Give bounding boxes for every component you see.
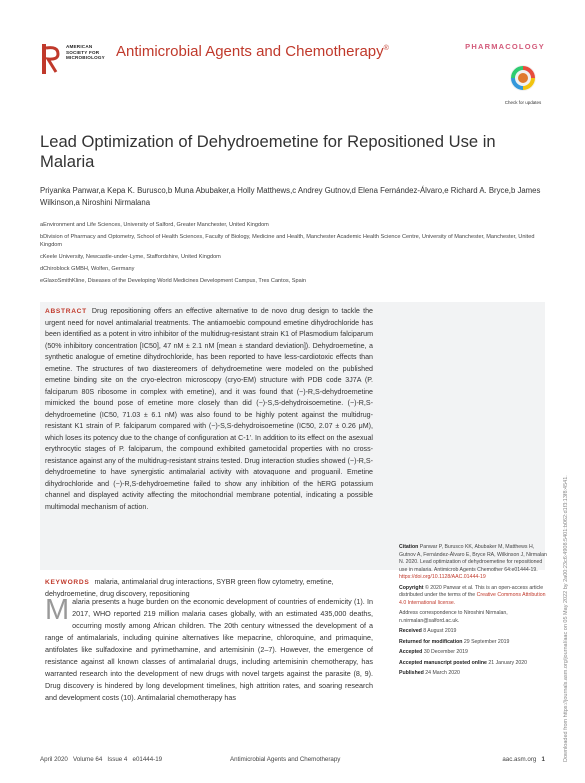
- download-note: [555, 392, 567, 762]
- accepted-value: 30 December 2019: [423, 649, 468, 655]
- article-info-sidebar: [399, 544, 547, 681]
- abstract-label: ABSTRACT: [45, 308, 87, 315]
- affiliation-c: cKeele University, Newcastle-under-Lyme, Staffordshire, United Kingdom: [40, 253, 221, 260]
- affiliation-e: eGlaxoSmithKline, Diseases of the Developing World Medicines Development Campus, Tres Cantos, Spain: [40, 277, 307, 284]
- copyright-text: © 2020 Panwar et al. This is an open-access article distributed under the terms of the: [399, 584, 544, 598]
- copyright-label: Copyright: [399, 584, 424, 591]
- affiliation-b: bDivision of Pharmacy and Optometry, School of Health Sciences, Faculty of Biology, Medicine and Health, Manchester Academic Health Science Centre, University of Manchester, Manchester, United Kingdom: [40, 234, 535, 248]
- received-value: 8 August 2019: [423, 628, 457, 634]
- copyright-block: [399, 585, 547, 608]
- affiliation-d: dChiroblock GMBH, Wolfen, Germany: [40, 265, 135, 272]
- journal-name: [116, 40, 389, 60]
- received-label: Received: [399, 628, 422, 634]
- intro-paragraph: alaria presents a huge burden on the economic development of countries of endemicity (1). In 2017, WHO reported 219 million malaria cases globally, with an estimated 435,000 deaths, occurring mostly among African children. The 20th century witnessed the development of a range of antimalarials, including quinine alternatives like mepacrine, chloroquine, and primaquine, antifolates like sulfadoxine and pyrimethamine, and artemisinin (2–7). However, the emergence of resistance against all known classes of antimalarial drugs, including artemisinin chemotherapy, has warranted research into the development of new drugs with novel targets against the parasite (8, 9). Drug discovery is hindered by long development timelines, high attrition rates, and soaring research and development costs (10). Antimalarial chemotherapy has: [45, 597, 373, 702]
- license-link[interactable]: Creative Commons Attribution 4.0 International license.: [399, 592, 546, 606]
- society-name: AMERICAN SOCIETY FOR MICROBIOLOGY: [66, 44, 105, 61]
- accepted-label: Accepted: [399, 649, 423, 655]
- footer-issue: April 2020 Volume 64 Issue 4 e01444-19: [40, 756, 163, 763]
- journal-title: Antimicrobial Agents and Chemotherapy: [116, 43, 384, 60]
- footer-journal: Antimicrobial Agents and Chemotherapy: [230, 756, 341, 763]
- returned-date: [399, 639, 547, 647]
- affiliation-a: aEnvironment and Life Sciences, University of Salford, Greater Manchester, United Kingdom: [40, 222, 269, 228]
- page-number: 1: [541, 756, 545, 763]
- citation-block: [399, 544, 547, 582]
- posted-label: Accepted manuscript posted online: [399, 659, 487, 666]
- published-label: Published: [399, 670, 424, 676]
- author-list: Priyanka Panwar,a Kepa K. Burusco,b Muna Abubaker,a Holly Matthews,c Andrey Gutnov,d Elena Fernández-Álvaro,e Richard A. Bryce,b James Wilkinson,a Niroshini Nirmalana: [40, 186, 541, 207]
- citation-text: Panwar P, Burusco KK, Abubaker M, Matthews H, Gutnov A, Fernández-Álvaro E, Bryce RA, Wilkinson J, Nirmalan N. 2020. Lead optimization of dehydroemetine for repositioned use in malaria. Antimicrob Agents Chemother 64:e01444-19.: [399, 544, 547, 573]
- check-for-updates-icon[interactable]: [507, 62, 539, 102]
- published-value: 24 March 2020: [425, 670, 460, 676]
- published-date: [399, 670, 547, 678]
- body-text: [45, 596, 373, 704]
- citation-doi-link[interactable]: https://doi.org/10.1128/AAC.01444-19: [399, 574, 486, 580]
- drop-cap: M: [45, 594, 70, 626]
- keywords-text: malaria, antimalarial drug interactions, SYBR green flow cytometry, emetine, dehydroemetine, drug discovery, repositioning: [45, 578, 334, 598]
- abstract-text: Drug repositioning offers an effective alternative to de novo drug design to tackle the urgent need for novel antimalarial treatments. The antiamoebic compound emetine dihydrochloride has been identified as a potent in vitro inhibitor of the multidrug-resistant strain K1 of Plasmodium falciparum (50% inhibitory concentration [IC50], 47 nM ± 2.1 nM [mean ± standard deviation]). Dehydroemetine, a synthetic analogue of emetine dihydrochloride, has been reported to have less-cardiotoxic effects than emetine. The structures of two diastereomers of dehydroemetine were modeled on the published emetine binding site on the cryo-electron microscopy (cryo-EM) structure with PDB code 3J7A (P. falciparum 80S ribosome in complex with emetine), and it was found that (−)-R,S-dehydroemetine mimicked the bound pose of emetine more closely than did (−)-S,S-dehydroisoemetine. (−)-R,S-dehydroemetine (IC50, 71.03 ± 6.1 nM) was also found to be highly potent against the multidrug-resistant K1 strain of P. falciparum compared with (−)-S,S-dehydroisoemetine (IC50, 2.07 ± 0.26 μM), which loses its potency due to the change of configuration at C-1'. In addition to its effect on the asexual erythrocytic stages of P. falciparum, the compound exhibited gametocidal properties with no cross-resistance against any of the multidrug-resistant strains tested. Drug interaction studies showed (−)-R,S-dehydroemetine to have synergistic antimalarial activity with atovaquone and proguanil. Emetine dihydrochloride and (−)-R,S-dehydroemetine failed to show any inhibition of the hERG potassium channel and displayed activity affecting the mitochondrial membrane potential, indicating a possible multimodal mechanism of action.: [45, 307, 373, 511]
- correspondence: Address correspondence to Niroshini Nirmalan, n.nirmalan@salford.ac.uk.: [399, 610, 508, 624]
- check-for-updates-label[interactable]: Check for updates: [504, 100, 542, 105]
- returned-label: Returned for modification: [399, 638, 463, 645]
- asm-logo-icon: [40, 42, 62, 76]
- footer-right: [502, 756, 545, 763]
- posted-value: 21 January 2020: [488, 659, 528, 666]
- registered-mark: ®: [383, 45, 389, 52]
- keywords-label: KEYWORDS: [45, 579, 90, 586]
- citation-label: Citation: [399, 544, 419, 550]
- abstract: [45, 306, 373, 513]
- received-date: [399, 628, 547, 636]
- section-label: PHARMACOLOGY: [465, 42, 545, 51]
- accepted-date: [399, 649, 547, 657]
- article-title: Lead Optimization of Dehydroemetine for Repositioned Use in Malaria: [40, 132, 496, 171]
- footer-url[interactable]: aac.asm.org: [502, 756, 537, 763]
- returned-value: 29 September 2019: [463, 638, 510, 645]
- posted-date: [399, 660, 547, 668]
- download-note-text: Downloaded from https://journals.asm.org/journal/aac on 05 May 2022 by 2a00:23c6:4908:5401:b062:d1f3:13f8:4541.: [563, 475, 569, 762]
- affiliation-list: [40, 222, 545, 290]
